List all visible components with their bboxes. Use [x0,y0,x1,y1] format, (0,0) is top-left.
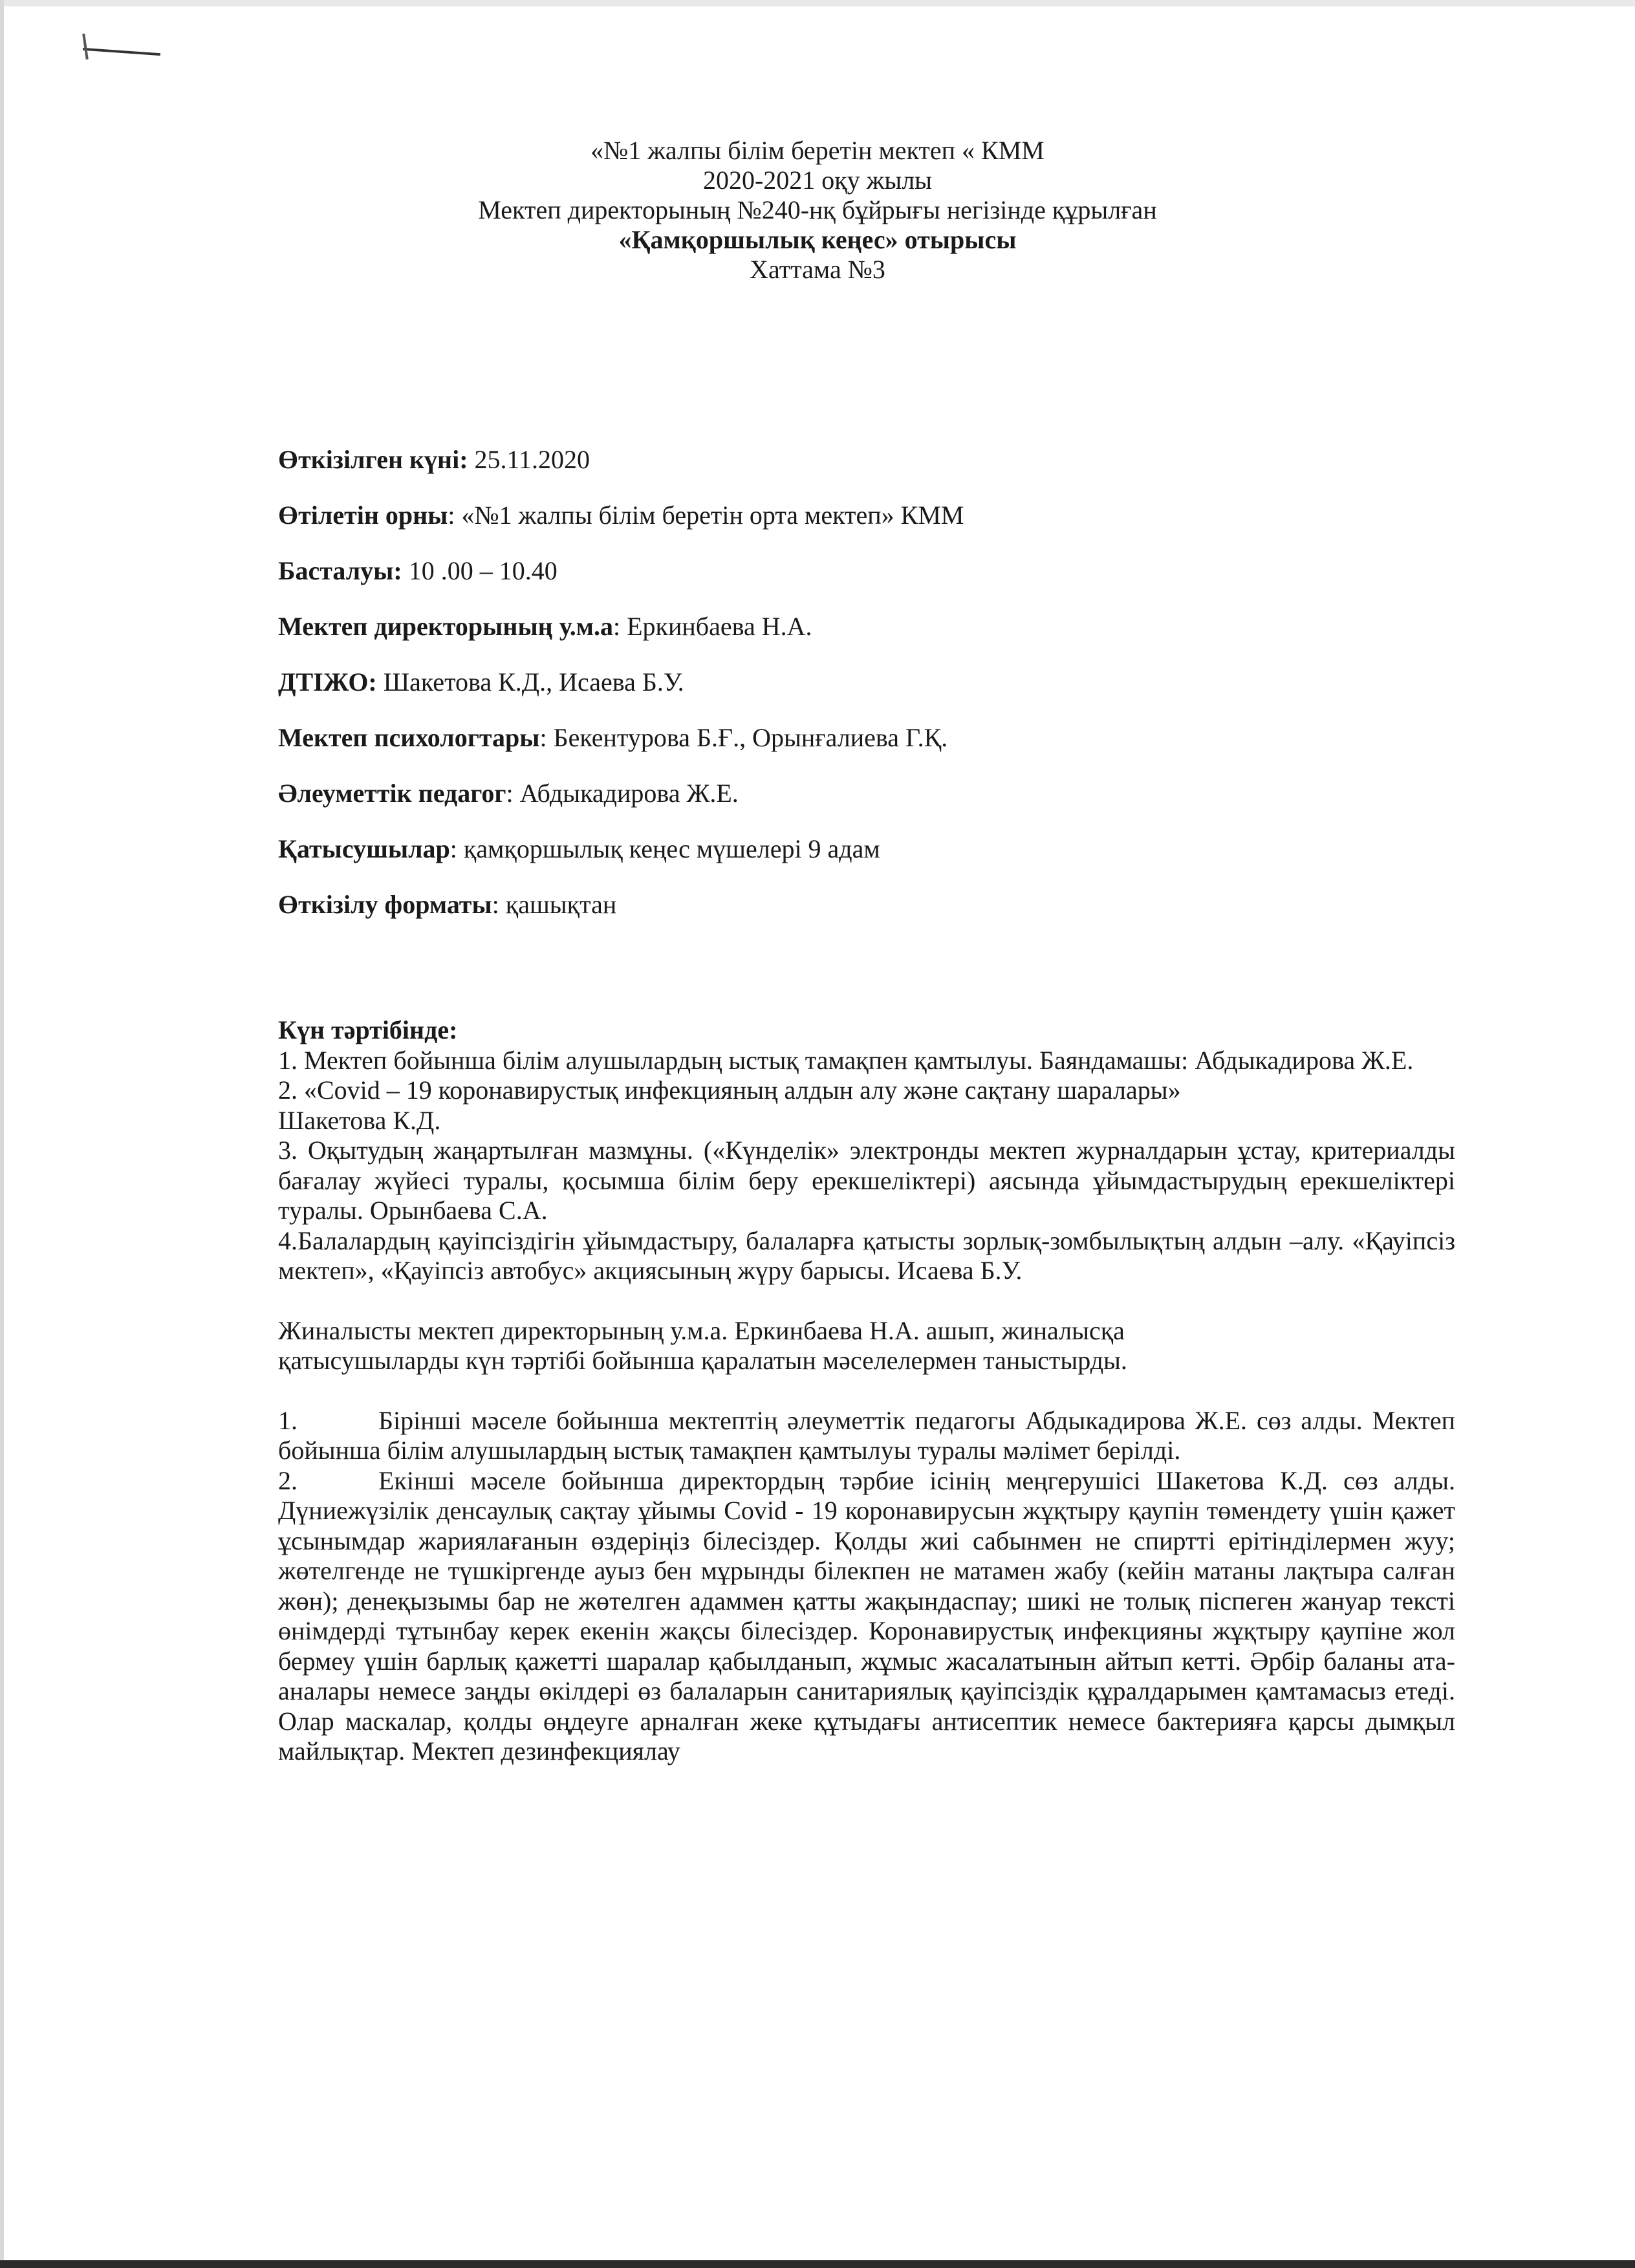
info-value: 10 .00 – 10.40 [402,556,558,585]
info-value: : Еркинбаева Н.А. [612,612,812,641]
info-row-place [278,501,1442,556]
info-label: Әлеуметтік педагог [278,779,506,808]
info-label: Басталуы: [278,556,402,585]
info-row-participants [278,834,1442,890]
info-value: Шакетова К.Д., Исаева Б.У. [376,667,684,697]
agenda-item-1: 1. Мектеп бойынша білім алушылардың ыстық тамақпен қамтылуы. Баяндамашы: Абдыкадирова Ж.Е. [278,1045,1414,1075]
info-value: : Абдыкадирова Ж.Е. [506,779,739,808]
info-label: Мектеп директорының у.м.а [278,612,613,641]
info-row-director [278,612,1442,667]
pen-mark-stroke [82,34,89,59]
info-value: 25.11.2020 [468,445,590,474]
info-row-deputy [278,667,1442,723]
info-label: Өткізілген күні: [278,445,468,474]
info-row-date [278,445,1442,501]
discussion-text: Екінші мәселе бойынша директордың тәрбие ісінің меңгерушісі Шакетова К.Д. сөз алды. Дүниежүзілік денсаулық сақтау ұйымы Covid - 19 коронавирусын жұқтыру қаупін төмендету үшін қажет ұсынымдар жариялағанын өздеріңіз білесіздер. Қолды жиі сабынмен не спиртті ерітінділермен жуу; жөтелгенде не түшкіргенде ауыз бен мұрынды білекпен не матамен жабу (кейін матаны лақтыра салған жөн); денеқызымы бар не жөтелген адаммен қатты жақындаспау; шикі не толық піспеген жануар тексті өнімдерді тұтынбау керек екенін жақсы білесіздер. Коронавирустық инфекцияны жұқтыру қаупіне жол бермеу үшін барлық қажетті шаралар қабылданып, жұмыс жасалатынын айтып кетті. Әрбір баланы ата-аналары немесе заңды өкілдері өз балаларын санитариялық қауіпсіздік құралдарымен қамтамасыз етеді. Олар маскалар, қолды өңдеуге арналған жеке құтыдағы антисептик немесе бактерияға қарсы дымқыл майлықтар. Мектеп дезинфекциялау [278,1465,1455,1766]
scan-edge-left [0,0,4,2268]
info-label: Қатысушылар [278,834,450,863]
spacer [278,1286,1455,1316]
header-order-basis: Мектеп директорының №240-нқ бұйрығы негізінде құрылған [478,195,1157,224]
info-value: : Бекентурова Б.Ғ., Орынғалиева Г.Қ. [539,723,948,752]
discussion-number: 2. [278,1465,298,1495]
document-body [278,1015,1455,1767]
opening-line-2: қатысушыларды күн тәртібі бойынша қаралатын мәселелермен таныстырды. [278,1346,1127,1375]
meeting-info [278,445,1442,945]
header-school-name: «№1 жалпы білім беретін мектеп « КММ [590,136,1045,165]
header-protocol-number: Хаттама №3 [750,255,885,284]
info-row-start [278,556,1442,612]
document-header [0,136,1635,285]
info-value: : «№1 жалпы білім беретін орта мектеп» КММ [448,501,964,530]
header-school-year: 2020-2021 оқу жылы [702,166,933,195]
discussion-text: Бірінші мәселе бойынша мектептің әлеуметтік педагогы Абдыкадирова Ж.Е. сөз алды. Мектеп бойынша білім алушылардың ыстық тамақпен қамтылуы туралы мәлімет берілді. [278,1405,1455,1465]
agenda-item-2-speaker: Шакетова К.Д. [278,1105,441,1135]
info-row-format [278,890,1442,945]
info-value: : қашықтан [492,890,617,919]
agenda-item-2: 2. «Covid – 19 коронавирустық инфекцияның алдын алу және сақтану шаралары» [278,1075,1181,1105]
info-label: Өткізілу форматы [278,890,492,919]
agenda-item-4: 4.Балалардың қауіпсіздігін ұйымдастыру, балаларға қатысты зорлық-зомбылықтың алдын –алу. «Қауіпсіз мектеп», «Қауіпсіз автобус» акциясының жүру барысы. Исаева Б.У. [278,1226,1455,1285]
info-row-social-pedagogue [278,779,1442,834]
info-label: ДТІЖО: [278,667,377,697]
agenda-item-3: 3. Оқытудың жаңартылған мазмұны. («Күнделік» электронды мектеп журналдарын ұстау, критериалды бағалау жүйесі туралы, қосымша білім беру ерекшеліктері) аясында ұйымдастырудың ерекшеліктері туралы. Орынбаева С.А. [278,1136,1455,1225]
agenda-title: Күн тәртібінде: [278,1015,458,1044]
info-label: Өтілетін орны [278,501,448,530]
spacer [278,1376,1455,1406]
discussion-number: 1. [278,1405,298,1435]
opening-line-1: Жиналысты мектеп директорының у.м.а. Еркинбаева Н.А. ашып, жиналысқа [278,1315,1125,1345]
info-row-psychologists [278,723,1442,779]
info-label: Мектеп психологтары [278,723,540,752]
info-value: : қамқоршылық кеңес мүшелері 9 адам [449,834,880,863]
scan-edge-bottom [0,2260,1635,2268]
discussion-item-1 [278,1406,1455,1466]
discussion-item-2 [278,1466,1455,1767]
scan-edge-top [0,0,1635,6]
pen-mark [83,48,160,56]
header-meeting-title: «Қамқоршылық кеңес» отырысы [618,225,1017,254]
